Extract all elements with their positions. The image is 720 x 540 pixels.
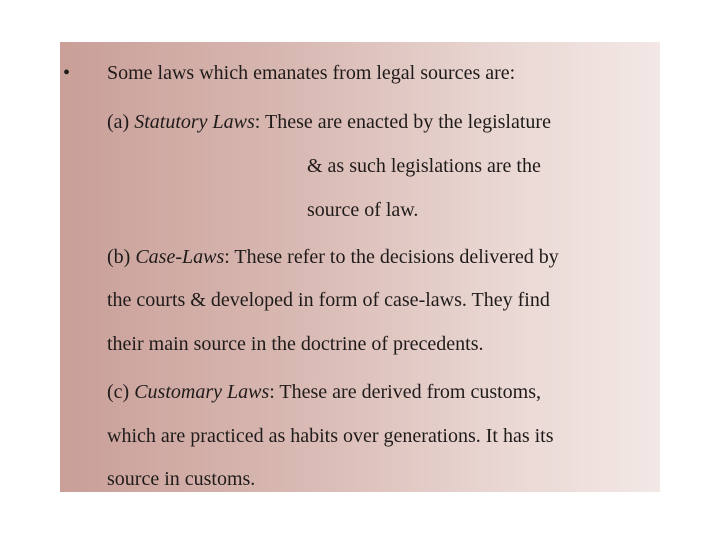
item-b-line-1	[107, 245, 559, 269]
item-a-line-3: source of law.	[307, 199, 419, 221]
item-a-line-1	[107, 110, 551, 134]
item-a-marker: (a)	[107, 111, 130, 133]
item-c-line-3: source in customs.	[107, 468, 256, 490]
item-c-marker: (c)	[107, 381, 130, 403]
item-b-term: Case-Laws	[135, 246, 225, 268]
item-c-text-1: : These are derived from customs,	[269, 381, 542, 403]
item-c-line-1	[107, 380, 541, 404]
item-b-text-1: : These refer to the decisions delivered by	[224, 246, 559, 268]
item-a-term: Statutory Laws	[134, 111, 255, 133]
item-c-line-2: which are practiced as habits over generations. It has its	[107, 425, 554, 447]
item-b-marker: (b)	[107, 246, 131, 268]
item-b-line-2: the courts & developed in form of case-laws. They find	[107, 289, 550, 311]
item-a-text-1: : These are enacted by the legislature	[254, 111, 551, 133]
item-a-line-2: & as such legislations are the	[307, 155, 541, 177]
intro-text: Some laws which emanates from legal sources are:	[107, 62, 516, 84]
item-c-term: Customary Laws	[134, 381, 270, 403]
bullet-icon: •	[63, 62, 71, 84]
item-b-line-3: their main source in the doctrine of precedents.	[107, 333, 484, 355]
